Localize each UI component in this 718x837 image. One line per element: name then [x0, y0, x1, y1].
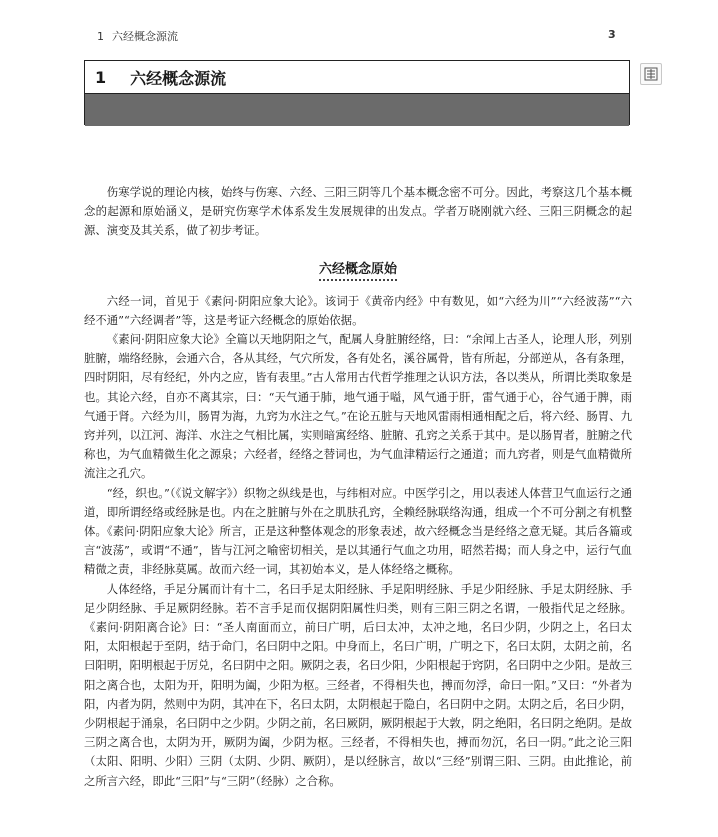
page-body — [84, 183, 632, 791]
page-number: 3 — [608, 28, 616, 41]
body-paragraph: “经，织也。”（《说文解字》）织物之纵线是也，与纬相对应。中医学引之，用以表述人体营卫气血运行之通道，即所谓经络或经脉是也。内在之脏腑与外在之肌肤孔窍，全赖经脉联络沟通，组成一个不可分割之有机整体。《素问·阴阳应象大论》所言，正是这种整体观念的形象表述，故六经概念当是经络之意无疑。其后各篇或言“波荡”，或谓“不通”，皆与江河之喻密切相关，是以其通行气血之功用，昭然若揭；而人身之中，运行气血精微之责，非经脉莫属。故而六经一词，其初始本义，是人体经络之概称。 — [84, 485, 632, 577]
chapter-number: 1 — [95, 67, 107, 87]
running-header-chapter-title: 六经概念源流 — [112, 30, 178, 43]
section-heading-text: 六经概念原始 — [319, 262, 397, 281]
section-heading — [84, 260, 632, 280]
chapter-title-box — [84, 60, 630, 125]
chapter-banner — [85, 94, 629, 126]
chapter-title: 六经概念源流 — [130, 68, 227, 88]
fit-page-icon-glyph — [644, 67, 658, 81]
running-header-chapter-num: 1 — [97, 30, 104, 43]
body-paragraph: 《素问·阴阳应象大论》全篇以天地阴阳之气，配属人身脏腑经络，曰：“余闻上古圣人，论理人形，列别脏腑，端络经脉，会通六合，各从其经，气穴所发，各有处名，溪谷属骨，皆有所起，分部逆从，各有条理，四时阴阳，尽有经纪，外内之应，皆有表里。”古人常用古代哲学推理之认识方法，各以类从，所谓比类取象是也。其论六经，自亦不离其宗，曰：“天气通于肺，地气通于嗌，风气通于肝，雷气通于心，谷气通于脾，雨气通于肾。六经为川，肠胃为海，九窍为水注之气。”在论五脏与天地风雷雨相通相配之后，将六经、肠胃、九窍并列，以江河、海洋、水注之气相比属，实则暗寓经络、脏腑、孔窍之关系于其中。是以肠胃者，脏腑之代称也，为气血精微生化之源泉；六经者，经络之替词也，为气血津精运行之通道；而九窍者，则是气血精微所流注之孔穴。 — [84, 332, 632, 481]
body-paragraph: 人体经络，手足分属而计有十二，名曰手足太阳经脉、手足阳明经脉、手足少阳经脉、手足太阴经脉、手足少阴经脉、手足厥阴经脉。若不言手足而仅据阴阳属性归类，则有三阳三阴之名谓，一般指代足之经脉。《素问·阴阳离合论》曰：“圣人南面而立，前曰广明，后曰太冲，太冲之地，名曰少阴，少阴之上，名曰太阳，太阳根起于至阴，结于命门，名曰阴中之阳。中身而上，名曰广明，广明之下，名曰太阴，太阴之前，名曰阳明，阳明根起于厉兑，名曰阴中之阳。厥阴之表，名曰少阳，少阳根起于窍阴，名曰阴中之少阳。是故三阳之离合也，太阳为开，阳明为阖，少阳为枢。三经者，不得相失也，搏而勿浮，命曰一阳。”又曰：“外者为阳，内者为阴，然则中为阴，其冲在下，名曰太阴，太阴根起于隐白，名曰阴中之阴。太阴之后，名曰少阴，少阴根起于涌泉，名曰阴中之少阴。少阴之前，名曰厥阴，厥阴根起于大敦，阴之绝阳，名曰阴之绝阴。是故三阴之离合也，太阴为开，厥阴为阖，少阴为枢。三经者，不得相失也，搏而勿沉，名曰一阴。”此之论三阳（太阳、阳明、少阳）三阴（太阴、少阴、厥阴），是以经脉言，故以“三经”别谓三阳、三阴。由此推论，前之所言六经，即此“三阳”与“三阴”（经脉）之合称。 — [84, 581, 632, 788]
chapter-title-bar — [85, 61, 629, 94]
intro-paragraph: 伤寒学说的理论内核，始终与伤寒、六经、三阳三阴等几个基本概念密不可分。因此，考察这几个基本概念的起源和原始涵义，是研究伤寒学术体系发生发展规律的出发点。学者万晓刚就六经、三阳三阴概念的起源、演变及其关系，做了初步考证。 — [84, 185, 632, 238]
running-header — [97, 28, 186, 44]
body-paragraph: 六经一词，首见于《素问·阴阳应象大论》。该词于《黄帝内经》中有数见，如“六经为川”“六经波荡”“六经不通”“六经调者”等，这是考证六经概念的原始依据。 — [84, 293, 632, 327]
fit-page-icon[interactable] — [640, 63, 662, 85]
